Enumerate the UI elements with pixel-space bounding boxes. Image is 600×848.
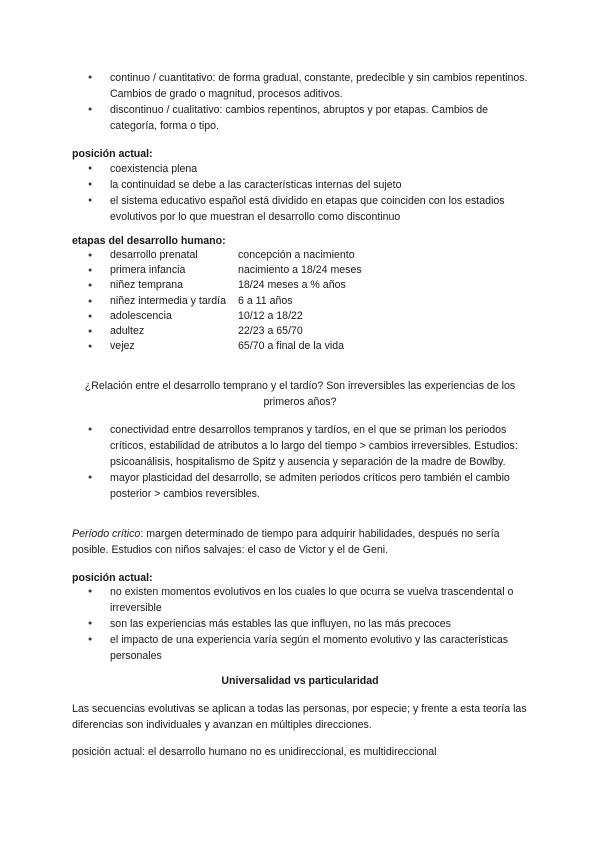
stage-item [72, 278, 528, 293]
stage-range: 65/70 a final de la vida [238, 340, 345, 353]
early-late-list [72, 422, 528, 502]
list-item: ● el sistema educativo español está dividido en etapas que coinciden con los estadios evolutivos por lo que muestran el desarrollo como discontinuo [72, 193, 528, 225]
stage-name: ● vejez [110, 340, 135, 353]
stage-range: 18/24 meses a % años [238, 279, 346, 292]
stage-name: ● adultez [110, 325, 145, 338]
stage-name: ● primera infancia [110, 264, 186, 277]
stage-name: ● niñez temprana [110, 279, 184, 292]
stage-item [72, 248, 528, 263]
position-2-list [72, 584, 528, 664]
list-item: ● continuo / cuantitativo: de forma gradual, constante, predecible y sin cambios repentinos. Cambios de grado o magnitud, procesos aditivos. [72, 70, 528, 102]
section-heading-position-1: posición actual: [72, 148, 153, 160]
list-item: ● conectividad entre desarrollos tempranos y tardíos, en el que se priman los periodos críticos, estabilidad de atributos a lo largo del tiempo > cambios irreversibles. Estudios: psicoanálisis, hospitalismo de Spitz y ausencia y separación de la madre de Bowlby. [72, 422, 528, 470]
section-heading-stages: etapas del desarrollo humano: [72, 235, 226, 247]
stage-range: nacimiento a 18/24 meses [238, 264, 362, 277]
critical-period-text: : margen determinado de tiempo para adquirir habilidades, después no sería posible. Estudios con niños salvajes: el caso de Victor y el de Geni. [72, 528, 500, 556]
universality-position: posición actual: el desarrollo humano no es unidireccional, es multidireccional [72, 746, 437, 758]
section-heading-position-2: posición actual: [72, 572, 153, 584]
stage-item [72, 263, 528, 278]
continuity-list [72, 70, 528, 134]
stage-range: 6 a 11 años [238, 294, 293, 307]
list-item: ● el impacto de una experiencia varía según el momento evolutivo y las características personales [72, 632, 528, 664]
stage-name: ● niñez intermedia y tardía [110, 294, 227, 307]
stage-item [72, 309, 528, 324]
stages-list [72, 248, 528, 354]
list-item: ● discontinuo / cualitativo: cambios repentinos, abruptos y por etapas. Cambios de categoría, forma o tipo. [72, 102, 528, 134]
critical-period-term: Período crítico [72, 528, 141, 540]
list-item: ● coexistencia plena [72, 161, 528, 177]
list-item: ● mayor plasticidad del desarrollo, se admiten periodos críticos pero también el cambio posterior > cambios reversibles. [72, 470, 528, 502]
list-item: ● la continuidad se debe a las características internas del sujeto [72, 177, 528, 193]
stage-range: concepción a nacimiento [238, 249, 355, 261]
list-item: ● no existen momentos evolutivos en los cuales lo que ocurra se vuelva trascendental o irreversible [72, 584, 528, 616]
stage-item [72, 324, 528, 339]
universality-paragraph: Las secuencias evolutivas se aplican a todas las personas, por especie; y frente a esta teoría las diferencias son individuales y avanzan en múltiples direcciones. [72, 703, 527, 731]
stage-name: ● desarrollo prenatal [110, 249, 198, 261]
universality-title: Universalidad vs particularidad [221, 675, 379, 687]
list-item: ● son las experiencias más estables las que influyen, no las más precoces [72, 616, 528, 632]
stage-range: 22/23 a 65/70 [238, 325, 303, 338]
critical-period-paragraph [72, 526, 528, 558]
stage-item [72, 339, 528, 354]
stage-name: ● adolescencia [110, 309, 172, 322]
stage-item [72, 294, 528, 309]
position-1-list [72, 161, 528, 225]
question-paragraph: ¿Relación entre el desarrollo temprano y el tardío? Son irreversibles las experiencias de los primeros años? [84, 380, 516, 408]
stage-range: 10/12 a 18/22 [238, 309, 303, 322]
